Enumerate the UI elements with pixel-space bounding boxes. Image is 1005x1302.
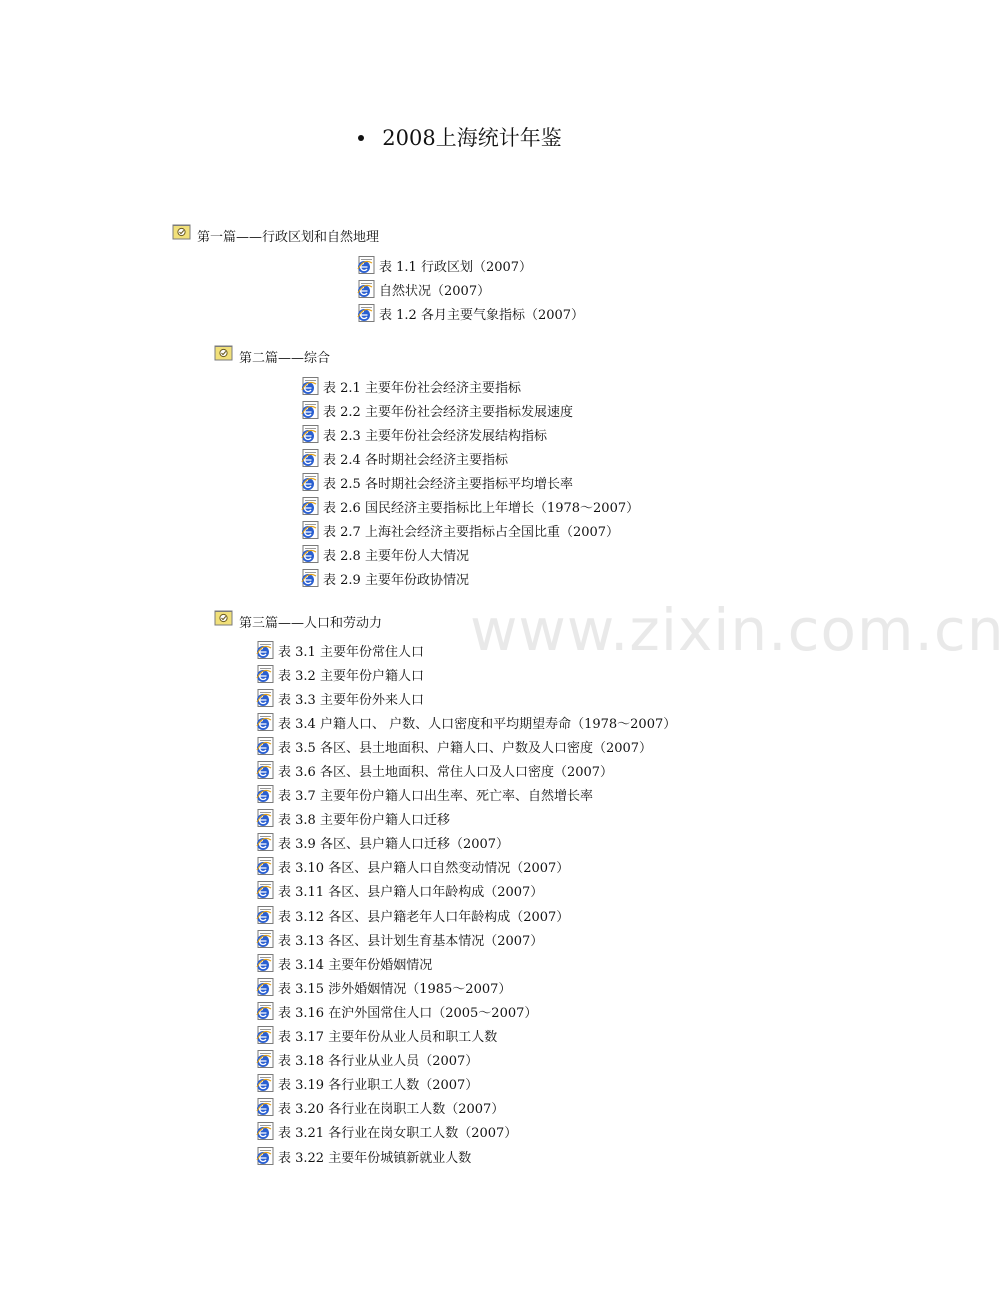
document-link-icon — [356, 256, 376, 275]
list-item[interactable]: 表 1.1 行政区划（2007） — [356, 253, 584, 277]
document-link-icon — [255, 665, 275, 684]
document-link-icon — [255, 761, 275, 780]
list-item[interactable]: 表 3.5 各区、县土地面积、户籍人口、户数及人口密度（2007） — [255, 734, 676, 758]
document-link-icon — [255, 689, 275, 708]
section-heading-3-label: 第三篇——人口和劳动力 — [239, 616, 383, 631]
list-item[interactable]: 表 2.5 各时期社会经济主要指标平均增长率 — [300, 470, 639, 494]
list-item[interactable]: 表 3.10 各区、县户籍人口自然变动情况（2007） — [255, 855, 676, 879]
list-item[interactable]: 表 3.21 各行业在岗女职工人数（2007） — [255, 1120, 676, 1144]
document-link-icon — [255, 1122, 275, 1141]
list-item[interactable]: 表 3.3 主要年份外来人口 — [255, 686, 676, 710]
document-link-icon — [255, 1098, 275, 1117]
list-item[interactable]: 表 2.3 主要年份社会经济发展结构指标 — [300, 422, 639, 446]
section-heading-2-label: 第二篇——综合 — [239, 351, 331, 366]
list-item[interactable]: 表 2.1 主要年份社会经济主要指标 — [300, 374, 639, 398]
document-link-icon — [255, 1147, 275, 1166]
document-link-icon — [300, 449, 320, 468]
page-title-text: 2008上海统计年鉴 — [382, 126, 562, 150]
document-link-icon — [300, 473, 320, 492]
document-link-icon — [255, 906, 275, 925]
list-item[interactable]: 表 3.19 各行业职工人数（2007） — [255, 1072, 676, 1096]
list-item[interactable]: 表 3.14 主要年份婚姻情况 — [255, 951, 676, 975]
document-link-icon — [255, 978, 275, 997]
list-item[interactable]: 表 2.9 主要年份政协情况 — [300, 567, 639, 591]
section-3-list — [255, 638, 676, 1168]
list-item[interactable]: 表 3.18 各行业从业人员（2007） — [255, 1048, 676, 1072]
section-1-list — [356, 253, 584, 325]
section-heading-2[interactable] — [214, 347, 330, 366]
list-item[interactable]: 表 3.17 主要年份从业人员和职工人数 — [255, 1024, 676, 1048]
list-item[interactable]: 表 3.12 各区、县户籍老年人口年龄构成（2007） — [255, 903, 676, 927]
list-item[interactable]: 表 3.16 在沪外国常住人口（2005～2007） — [255, 999, 676, 1023]
list-item[interactable]: 表 2.4 各时期社会经济主要指标 — [300, 446, 639, 470]
document-link-icon — [300, 377, 320, 396]
folder-icon — [214, 609, 233, 626]
document-link-icon — [255, 1026, 275, 1045]
document-link-icon — [255, 713, 275, 732]
document-link-icon — [300, 497, 320, 516]
list-item[interactable]: 表 2.6 国民经济主要指标比上年增长（1978～2007） — [300, 494, 639, 518]
section-2-list — [300, 374, 639, 591]
document-link-icon — [300, 425, 320, 444]
list-item[interactable]: 表 3.6 各区、县土地面积、常住人口及人口密度（2007） — [255, 758, 676, 782]
folder-icon — [172, 223, 191, 240]
list-item[interactable]: 表 2.8 主要年份人大情况 — [300, 543, 639, 567]
document-link-icon — [255, 1002, 275, 1021]
list-item[interactable]: 表 3.13 各区、县计划生育基本情况（2007） — [255, 927, 676, 951]
list-item[interactable]: 自然状况（2007） — [356, 277, 584, 301]
document-link-icon — [255, 641, 275, 660]
document-link-icon — [255, 809, 275, 828]
list-item[interactable]: 表 3.11 各区、县户籍人口年龄构成（2007） — [255, 879, 676, 903]
folder-icon — [214, 344, 233, 361]
document-link-icon — [255, 1050, 275, 1069]
document-link-icon — [255, 954, 275, 973]
section-heading-1-label: 第一篇——行政区划和自然地理 — [197, 230, 380, 245]
document-link-icon — [255, 737, 275, 756]
document-link-icon — [255, 881, 275, 900]
list-item[interactable]: 表 3.15 涉外婚姻情况（1985～2007） — [255, 975, 676, 999]
list-item[interactable]: 表 3.8 主要年份户籍人口迁移 — [255, 807, 676, 831]
document-link-icon — [255, 1074, 275, 1093]
document-link-icon — [255, 785, 275, 804]
document-link-icon — [300, 521, 320, 540]
list-item[interactable]: 表 3.1 主要年份常住人口 — [255, 638, 676, 662]
list-item[interactable]: 表 2.7 上海社会经济主要指标占全国比重（2007） — [300, 519, 639, 543]
title-bullet — [358, 135, 364, 141]
page-title — [0, 122, 920, 152]
list-item[interactable]: 表 1.2 各月主要气象指标（2007） — [356, 301, 584, 325]
watermark-text: www.zixin.com.cn — [470, 596, 1005, 664]
list-item[interactable]: 表 3.22 主要年份城镇新就业人数 — [255, 1144, 676, 1168]
document-link-icon — [300, 545, 320, 564]
list-item[interactable]: 表 3.4 户籍人口、 户数、人口密度和平均期望寿命（1978～2007） — [255, 710, 676, 734]
list-item[interactable]: 表 3.20 各行业在岗职工人数（2007） — [255, 1096, 676, 1120]
document-link-icon — [356, 304, 376, 323]
list-item[interactable]: 表 2.2 主要年份社会经济主要指标发展速度 — [300, 398, 639, 422]
document-link-icon — [255, 857, 275, 876]
list-item[interactable]: 表 3.2 主要年份户籍人口 — [255, 662, 676, 686]
document-link-icon — [356, 280, 376, 299]
document-link-icon — [300, 401, 320, 420]
section-heading-1[interactable] — [172, 226, 379, 245]
list-item[interactable]: 表 3.9 各区、县户籍人口迁移（2007） — [255, 831, 676, 855]
document-link-icon — [300, 569, 320, 588]
document-link-icon — [255, 833, 275, 852]
document-link-icon — [255, 930, 275, 949]
list-item[interactable]: 表 3.7 主要年份户籍人口出生率、死亡率、自然增长率 — [255, 783, 676, 807]
section-heading-3[interactable] — [214, 612, 382, 631]
